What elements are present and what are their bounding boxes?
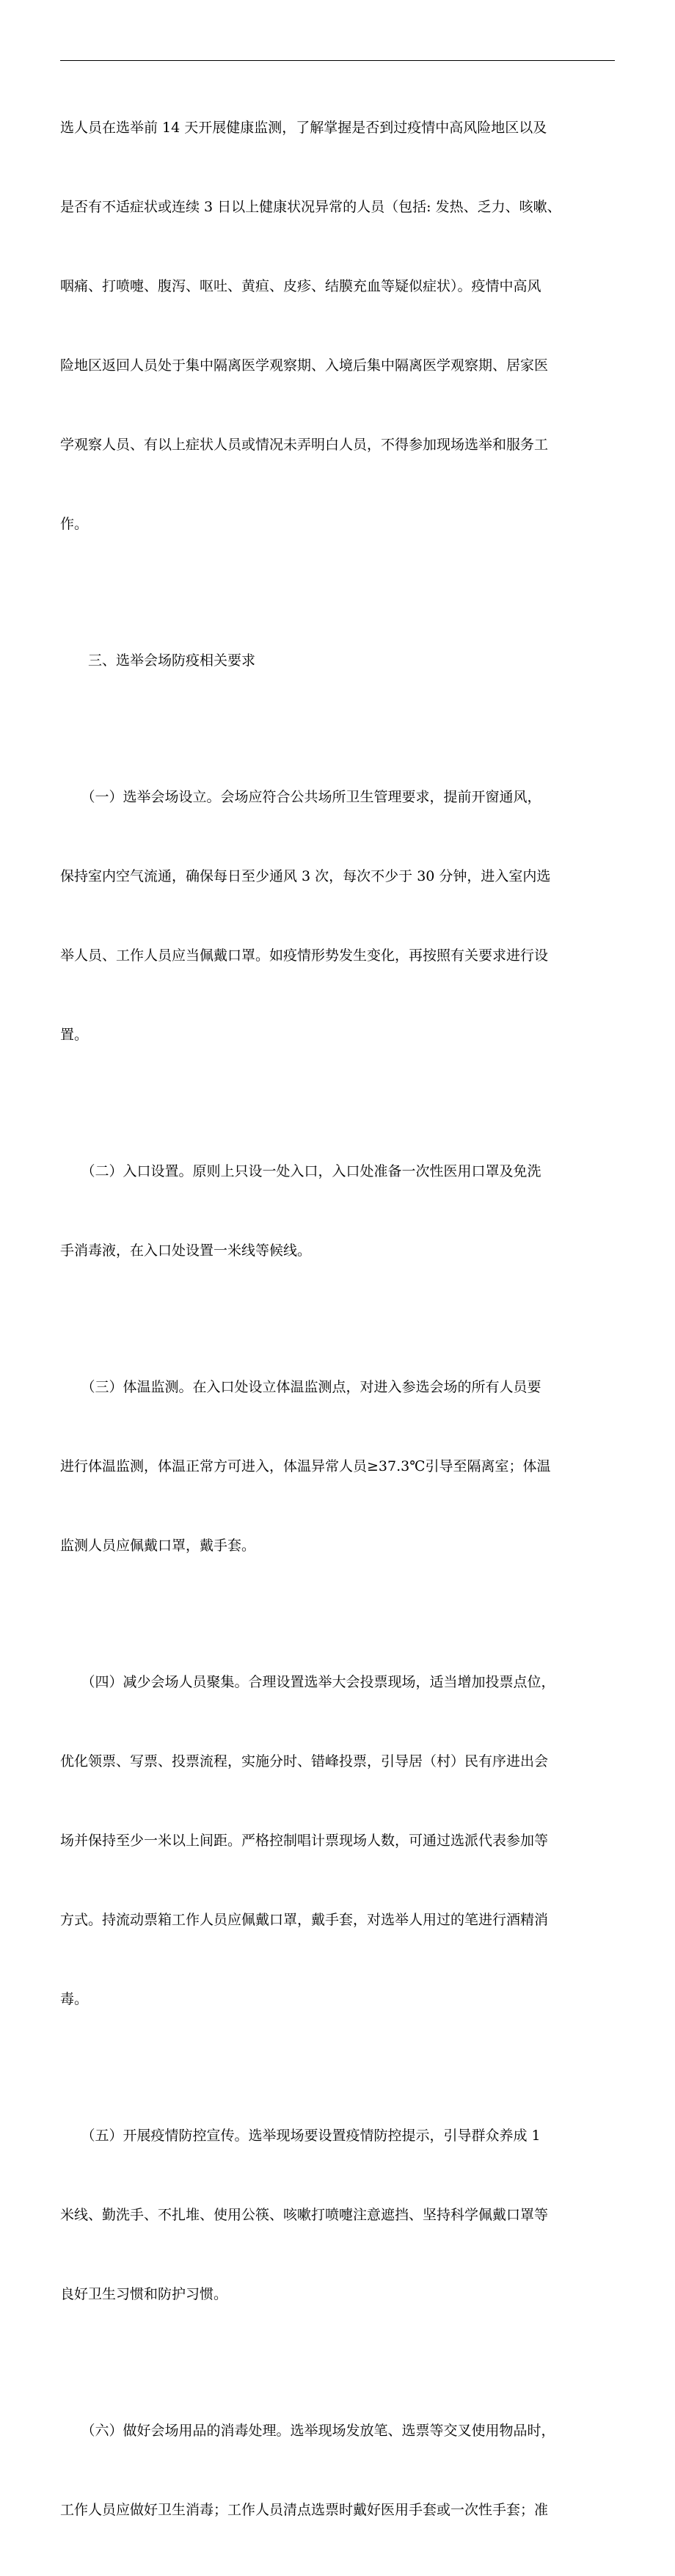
text-line: 是否有不适症状或连续 3 日以上健康状况异常的人员（包括: 发热、乏力、咳嗽、 xyxy=(60,199,561,215)
text-line: 手消毒液，在入口处设置一米线等候线。 xyxy=(60,1242,312,1259)
text-line: （一）选举会场设立。会场应符合公共场所卫生管理要求，提前开窗通风， xyxy=(60,789,541,805)
paragraph-health-monitoring xyxy=(60,62,618,590)
paragraph-entrance xyxy=(60,1105,618,1317)
text-line: （三）体温监测。在入口处设立体温监测点，对进入参选会场的所有人员要 xyxy=(60,1379,541,1395)
text-line: 优化领票、写票、投票流程，实施分时、错峰投票，引导居（村）民有序进出会 xyxy=(60,1753,549,1769)
section-heading-text: 三、选举会场防疫相关要求 xyxy=(60,652,256,669)
text-line: 毒。 xyxy=(60,1991,89,2007)
text-line: 选人员在选举前 14 天开展健康监测，了解掌握是否到过疫情中高风险地区以及 xyxy=(60,120,547,136)
paragraph-disinfection xyxy=(60,2365,618,2576)
paragraph-publicity xyxy=(60,2070,618,2360)
text-line: 监测人员应佩戴口罩，戴手套。 xyxy=(60,1538,256,1554)
paragraph-temperature xyxy=(60,1321,618,1612)
text-line: 举人员、工作人员应当佩戴口罩。如疫情形势发生变化，再按照有关要求进行设 xyxy=(60,947,549,964)
text-line: 场并保持至少一米以上间距。严格控制唱计票现场人数，可通过选派代表参加等 xyxy=(60,1833,549,1849)
text-line: （四）减少会场人员聚集。合理设置选举大会投票现场，适当增加投票点位， xyxy=(60,1674,555,1690)
text-line: 工作人员应做好卫生消毒；工作人员清点选票时戴好医用手套或一次性手套；准 xyxy=(60,2502,549,2518)
text-line: （六）做好会场用品的消毒处理。选举现场发放笔、选票等交叉使用物品时， xyxy=(60,2423,555,2439)
text-line: 保持室内空气流通，确保每日至少通风 3 次，每次不少于 30 分钟，进入室内选 xyxy=(60,868,551,884)
text-line: （二）入口设置。原则上只设一处入口，入口处准备一次性医用口罩及免洗 xyxy=(60,1163,541,1179)
paragraph-venue-setup xyxy=(60,731,618,1101)
text-line: 进行体温监测，体温正常方可进入，体温异常人员≥37.3℃引导至隔离室；体温 xyxy=(60,1458,551,1474)
document-body xyxy=(60,62,618,2576)
text-line: 米线、勤洗手、不扎堆、使用公筷、咳嗽打喷嚏注意遮挡、坚持科学佩戴口罩等 xyxy=(60,2207,549,2223)
text-line: 良好卫生习惯和防护习惯。 xyxy=(60,2286,228,2302)
header-rule xyxy=(60,60,615,61)
text-line: （五）开展疫情防控宣传。选举现场要设置疫情防控提示，引导群众养成 1 xyxy=(60,2128,541,2144)
text-line: 置。 xyxy=(60,1027,89,1043)
text-line: 作。 xyxy=(60,516,89,532)
text-line: 险地区返回人员处于集中隔离医学观察期、入境后集中隔离医学观察期、居家医 xyxy=(60,357,549,374)
text-line: 方式。持流动票箱工作人员应佩戴口罩，戴手套，对选举人用过的笔进行酒精消 xyxy=(60,1912,549,1928)
section-heading xyxy=(60,594,618,727)
text-line: 学观察人员、有以上症状人员或情况未弄明白人员，不得参加现场选举和服务工 xyxy=(60,437,549,453)
text-line: 咽痛、打喷嚏、腹泻、呕吐、黄疸、皮疹、结膜充血等疑似症状）。疫情中高风 xyxy=(60,278,541,294)
paragraph-reduce-gathering xyxy=(60,1616,618,2065)
